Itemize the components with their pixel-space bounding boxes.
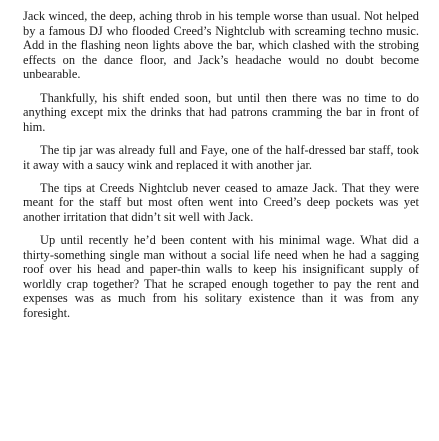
- paragraph-1: Jack winced, the deep, aching throb in his temple worse than usual. Not helped by a famous DJ who flooded Creed’s Nightclub with screaming techno music. Add in the flashing neon lights above the bar, which clashed with the strobing effects on the dance floor, and Jack’s headache would no doubt become unbearable.: [23, 9, 419, 82]
- paragraph-2: Thankfully, his shift ended soon, but until then there was no time to do anything except mix the drinks that had patrons cramming the bar in front of him.: [23, 90, 419, 134]
- paragraph-3: The tip jar was already full and Faye, one of the half-dressed bar staff, took it away with a saucy wink and replaced it with another jar.: [23, 142, 419, 172]
- paragraph-4: The tips at Creeds Nightclub never ceased to amaze Jack. That they were meant for the staff but most often went into Creed’s deep pockets was yet another irritation that didn’t sit well with Jack.: [23, 180, 419, 224]
- paragraph-5: Up until recently he’d been content with his minimal wage. What did a thirty-something single man without a social life need when he had a sagging roof over his head and paper-thin walls to keep his insignificant supply of worldly crap together? That he scraped enough together to pay the rent and expenses was as much from his solitary existence than it was from any foresight.: [23, 233, 419, 321]
